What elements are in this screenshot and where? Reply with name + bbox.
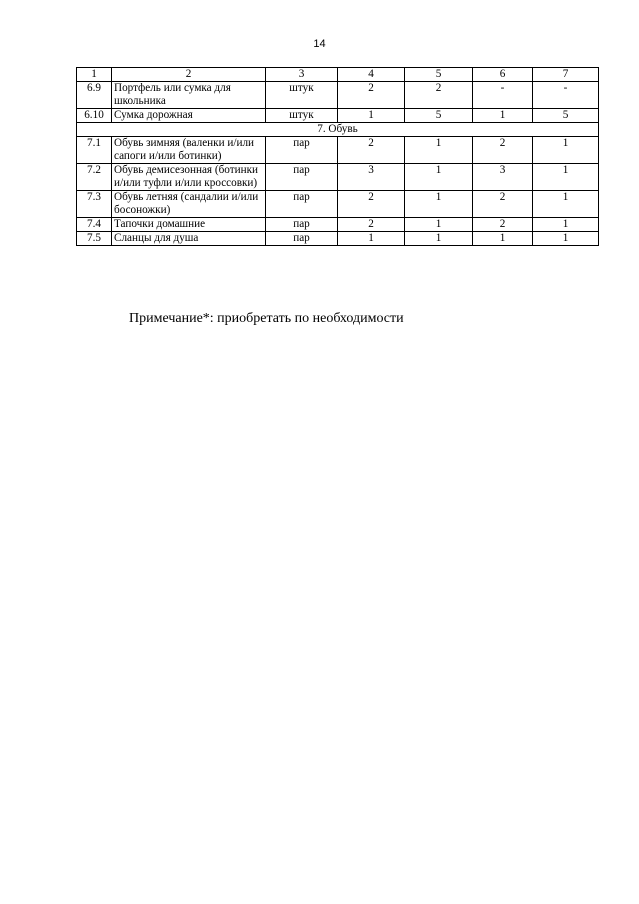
item-unit: пар [266, 191, 338, 218]
col-7-value: 1 [533, 164, 599, 191]
col-5-value: 1 [405, 164, 473, 191]
col-5-value: 1 [405, 191, 473, 218]
item-number: 7.4 [77, 218, 112, 232]
col-4-value: 2 [338, 82, 405, 109]
header-cell: 4 [338, 68, 405, 82]
col-4-value: 1 [338, 109, 405, 123]
col-6-value: 1 [473, 109, 533, 123]
item-unit: пар [266, 164, 338, 191]
col-5-value: 1 [405, 232, 473, 246]
item-number: 7.2 [77, 164, 112, 191]
item-name: Портфель или сумка для школьника [112, 82, 266, 109]
section-row [77, 123, 599, 137]
items-table [76, 67, 599, 246]
col-6-value: 2 [473, 137, 533, 164]
col-7-value: - [533, 82, 599, 109]
col-6-value: 3 [473, 164, 533, 191]
item-unit: штук [266, 82, 338, 109]
table-row [77, 82, 599, 109]
table-row [77, 137, 599, 164]
col-6-value: 2 [473, 191, 533, 218]
col-7-value: 1 [533, 218, 599, 232]
item-unit: пар [266, 232, 338, 246]
col-4-value: 3 [338, 164, 405, 191]
header-cell: 1 [77, 68, 112, 82]
header-cell: 2 [112, 68, 266, 82]
header-row [77, 68, 599, 82]
item-number: 6.10 [77, 109, 112, 123]
footnote: Примечание*: приобретать по необходимости [129, 311, 404, 326]
col-6-value: 2 [473, 218, 533, 232]
item-unit: пар [266, 218, 338, 232]
col-4-value: 2 [338, 218, 405, 232]
item-name: Сланцы для душа [112, 232, 266, 246]
header-cell: 5 [405, 68, 473, 82]
col-7-value: 1 [533, 137, 599, 164]
col-4-value: 1 [338, 232, 405, 246]
item-number: 7.5 [77, 232, 112, 246]
item-number: 7.3 [77, 191, 112, 218]
item-number: 6.9 [77, 82, 112, 109]
item-name: Тапочки домашние [112, 218, 266, 232]
table-row [77, 232, 599, 246]
col-6-value: - [473, 82, 533, 109]
table-row [77, 164, 599, 191]
item-unit: пар [266, 137, 338, 164]
item-name: Обувь зимняя (валенки и/или сапоги и/или ботинки) [112, 137, 266, 164]
col-5-value: 5 [405, 109, 473, 123]
col-5-value: 1 [405, 137, 473, 164]
col-6-value: 1 [473, 232, 533, 246]
col-7-value: 1 [533, 232, 599, 246]
page-number: 14 [313, 38, 326, 50]
item-unit: штук [266, 109, 338, 123]
item-name: Обувь летняя (сандалии и/или босоножки) [112, 191, 266, 218]
item-number: 7.1 [77, 137, 112, 164]
col-5-value: 1 [405, 218, 473, 232]
table-row [77, 191, 599, 218]
header-cell: 7 [533, 68, 599, 82]
header-cell: 6 [473, 68, 533, 82]
table-row [77, 109, 599, 123]
col-7-value: 5 [533, 109, 599, 123]
item-name: Сумка дорожная [112, 109, 266, 123]
col-4-value: 2 [338, 191, 405, 218]
table-row [77, 218, 599, 232]
item-name: Обувь демисезонная (ботинки и/или туфли и/или кроссовки) [112, 164, 266, 191]
col-5-value: 2 [405, 82, 473, 109]
col-7-value: 1 [533, 191, 599, 218]
col-4-value: 2 [338, 137, 405, 164]
header-cell: 3 [266, 68, 338, 82]
section-title: 7. Обувь [77, 123, 599, 137]
